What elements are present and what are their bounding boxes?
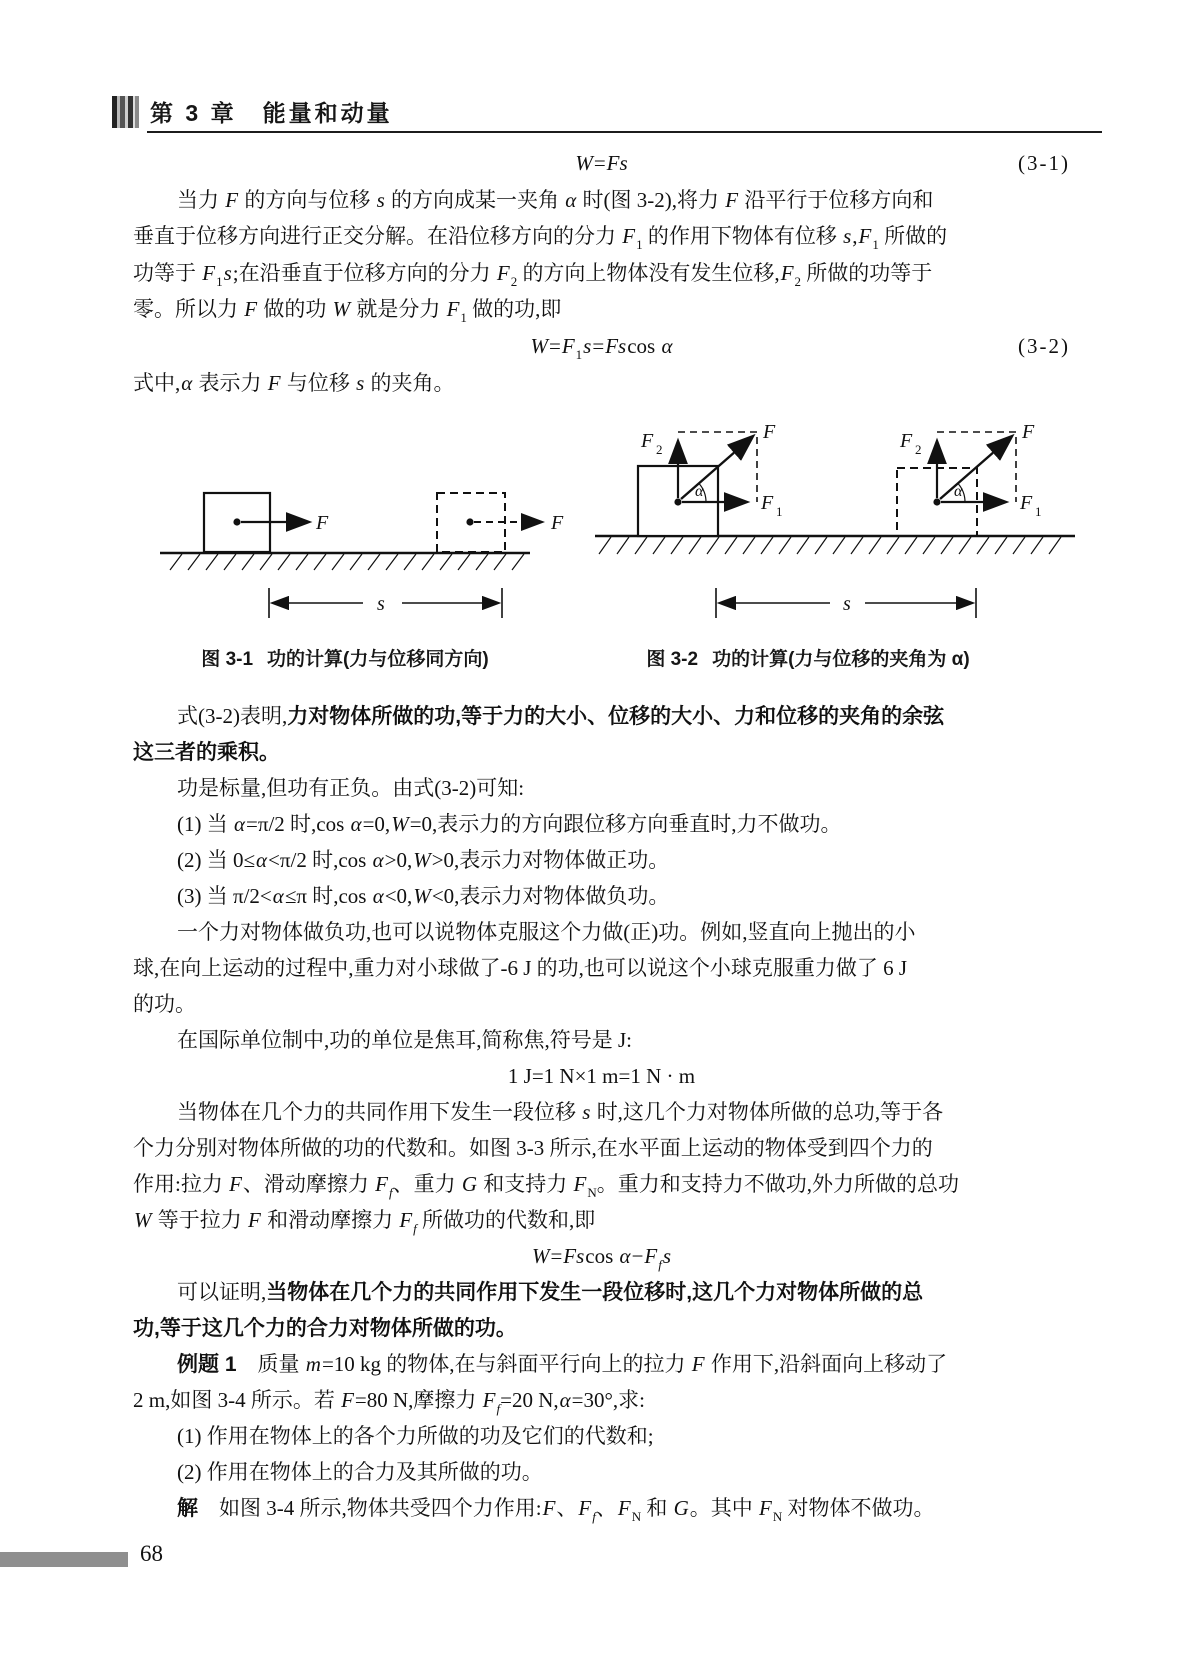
text-run: = [549, 333, 561, 358]
text-line [133, 914, 1070, 950]
text-run: <π/2 时,cos [268, 848, 372, 873]
text-line [133, 1454, 1070, 1490]
math-variable: f [496, 1401, 501, 1417]
text-run: 当物体在几个力的共同作用下发生一段位移 [177, 1100, 582, 1125]
math-variable: F [691, 1352, 705, 1377]
math-variable: s [223, 260, 232, 285]
text-run: 和 [641, 1496, 673, 1521]
math-variable: Fs [606, 151, 628, 175]
text-run: (1) 当 [177, 812, 233, 837]
text-run: 对物体不做功。 [782, 1496, 935, 1521]
math-variable: f [413, 1221, 417, 1237]
emphasis-text: 当物体在几个力的共同作用下发生一段位移时,这几个力对物体所做的总 [266, 1281, 924, 1305]
math-variable: s [583, 333, 592, 358]
text-run: (2) 作用在物体上的合力及其所做的功。 [177, 1460, 543, 1485]
content-top [133, 145, 1070, 401]
force-F1-label: F [761, 492, 774, 515]
math-variable: F [225, 187, 239, 212]
text-run: (2) 当 0≤ [177, 848, 256, 873]
text-run: =20 N, [500, 1388, 559, 1413]
text-run: 2 [510, 273, 518, 289]
text-run: 一个力对物体做负功,也可以说物体克服这个力做(正)功。例如,竖直向上抛出的小 [177, 920, 916, 945]
text-run: 式(3-2)表明, [177, 704, 288, 729]
text-run: 作用:拉力 [133, 1172, 229, 1197]
text-run: 可以证明, [177, 1280, 267, 1305]
formula-line [133, 328, 1070, 365]
math-variable: F [780, 260, 794, 285]
force-F1-label: F [1020, 492, 1033, 515]
text-run: 沿平行于位移方向和 [739, 187, 934, 212]
math-variable: f [592, 1509, 596, 1525]
math-variable: s [582, 1100, 591, 1125]
text-run: N [631, 1509, 642, 1525]
force-F1-subscript: 1 [776, 504, 783, 520]
ground-hatching [599, 537, 1061, 554]
text-run: = [550, 1244, 563, 1269]
text-run: 2 m,如图 3-4 所示。若 [133, 1388, 341, 1413]
text-run: 所做的 [878, 224, 948, 249]
math-variable: α [565, 187, 577, 212]
text-run: , [852, 224, 858, 249]
text-line [133, 1310, 1070, 1346]
text-run: (1) 作用在物体上的各个力所做的功及它们的代数和; [177, 1424, 654, 1449]
formula-line [133, 1058, 1070, 1094]
math-variable: F [229, 1172, 242, 1197]
text-run: 1 [872, 237, 879, 253]
text-run: N [587, 1185, 597, 1201]
text-run: =π/2 时,cos [246, 812, 350, 837]
text-run: ≤π 时,cos [284, 884, 372, 909]
text-run: 的方向上物体没有发生位移, [517, 260, 780, 285]
math-variable: α [372, 884, 384, 909]
math-variable: F [858, 224, 872, 249]
force-F2-label: F [641, 430, 654, 453]
text-run: 作用下,沿斜面向上移动了 [705, 1352, 948, 1377]
math-variable: m [305, 1352, 321, 1377]
figure-3-2-caption [588, 644, 1028, 671]
text-line [133, 1022, 1070, 1058]
force-F-label: F [316, 512, 329, 535]
math-variable: Fs [563, 1244, 585, 1269]
text-line [133, 842, 1070, 878]
text-run: = [593, 151, 606, 175]
figure-caption-text: 功的计算(力与位移同方向) [267, 649, 489, 671]
text-line [133, 770, 1070, 806]
text-line [133, 1130, 1070, 1166]
math-variable: F [244, 297, 258, 322]
text-run: cos [627, 333, 661, 358]
text-run: 垂直于位移方向进行正交分解。在沿位移方向的分力 [133, 224, 622, 249]
chapter-title: 第 3 章 能量和动量 [150, 100, 393, 126]
text-line [133, 734, 1070, 770]
text-run: 。重力和支持力不做功,外力所做的总功 [596, 1172, 960, 1197]
text-line [133, 698, 1070, 734]
text-run: 、滑动摩擦力 [242, 1172, 375, 1197]
math-variable: F [542, 1496, 556, 1521]
text-run: 的功。 [133, 992, 196, 1017]
angle-alpha-label: α [695, 483, 704, 501]
math-variable: α [619, 1244, 631, 1269]
math-variable: F [617, 1496, 631, 1521]
force-F2-subscript: 2 [656, 442, 663, 458]
math-variable: F [644, 1244, 658, 1269]
force-F-label: F [763, 421, 776, 444]
math-variable: F [399, 1208, 413, 1233]
text-line [133, 1490, 1070, 1526]
math-variable: F [573, 1172, 587, 1197]
figure-caption-label: 图 3-1 [201, 649, 254, 671]
text-run: <0, [384, 884, 413, 909]
math-variable: F [725, 187, 739, 212]
text-run: =0, [362, 812, 391, 837]
figure-caption-text: 功的计算(力与位移的夹角为 α) [712, 649, 970, 671]
math-variable: W [575, 151, 593, 175]
text-run: 个力分别对物体所做的功的代数和。如图 3-3 所示,在水平面上运动的物体受到四个力的 [133, 1136, 933, 1161]
text-run: 当力 [177, 187, 225, 212]
text-run: 、 [556, 1496, 578, 1521]
text-run: =30°,求: [571, 1388, 645, 1413]
math-variable: Fs [605, 333, 627, 358]
text-run: 的作用下物体有位移 [642, 224, 843, 249]
text-line [133, 182, 1070, 219]
equation-number: (3-1) [1018, 151, 1070, 175]
text-line [133, 878, 1070, 914]
text-run: <0,表示力对物体做负功。 [431, 884, 670, 909]
text-line [133, 291, 1070, 328]
math-variable: α [256, 848, 268, 873]
text-run: − [631, 1244, 644, 1269]
text-run: 就是分力 [351, 297, 446, 322]
text-line [133, 806, 1070, 842]
figure-3-1-caption [145, 644, 545, 671]
math-variable: F [622, 224, 636, 249]
text-run: 表示力 [193, 370, 267, 395]
header-rule [147, 131, 1102, 133]
text-run: N [772, 1509, 783, 1525]
math-variable: α [234, 812, 246, 837]
text-line [133, 1166, 1070, 1202]
math-variable: W [413, 884, 431, 909]
text-line [133, 1274, 1070, 1310]
text-run: 功是标量,但功有正负。由式(3-2)可知: [177, 776, 525, 801]
text-run: 和支持力 [478, 1172, 573, 1197]
math-variable: α [559, 1388, 571, 1413]
math-variable: F [759, 1496, 772, 1521]
math-variable: f [658, 1257, 662, 1273]
emphasis-text: 解 [177, 1497, 198, 1521]
displacement-s-label: s [377, 593, 385, 616]
text-run: 2 [794, 273, 802, 289]
math-variable: α [661, 333, 673, 358]
text-run: cos [585, 1244, 619, 1269]
text-run: 的方向成某一夹角 [385, 187, 565, 212]
text-run: 功等于 [133, 260, 202, 285]
text-run: 。其中 [689, 1496, 758, 1521]
math-variable: F [482, 1388, 496, 1413]
force-F-label: F [1022, 421, 1035, 444]
figure-caption-label: 图 3-2 [646, 649, 699, 671]
text-run: 式中, [133, 370, 181, 395]
force-F1-subscript: 1 [1035, 504, 1042, 520]
text-run: = [592, 333, 605, 358]
text-run: 做的功,即 [466, 297, 562, 322]
force-application-dot [674, 499, 681, 506]
emphasis-text: 例题 1 [177, 1353, 237, 1377]
text-run: 1 J=1 N×1 m=1 N · m [507, 1064, 696, 1089]
text-line [133, 950, 1070, 986]
math-variable: F [446, 297, 460, 322]
text-run: 1 [460, 310, 467, 326]
text-line [133, 1094, 1070, 1130]
footer-bar [0, 1552, 128, 1567]
text-run: 在国际单位制中,功的单位是焦耳,简称焦,符号是 J: [177, 1028, 633, 1053]
text-run: 、 [595, 1496, 617, 1521]
text-line [133, 1382, 1070, 1418]
math-variable: s [356, 370, 365, 395]
math-variable: W [332, 297, 351, 322]
emphasis-text: 力对物体所做的功,等于力的大小、位移的大小、力和位移的夹角的余弦 [287, 705, 945, 729]
math-variable: F [202, 260, 216, 285]
text-line [133, 1418, 1070, 1454]
math-variable: s [843, 224, 852, 249]
text-line [133, 1202, 1070, 1238]
text-line [133, 365, 1070, 402]
math-variable: G [673, 1496, 689, 1521]
text-run: 的夹角。 [365, 370, 455, 395]
math-variable: W [391, 812, 409, 837]
figures-row [133, 401, 1070, 698]
emphasis-text: 功,等于这几个力的合力对物体所做的功。 [133, 1317, 517, 1341]
math-variable: W [531, 1244, 550, 1269]
text-run: ;在沿垂直于位移方向的分力 [232, 260, 496, 285]
text-run: 与位移 [281, 370, 356, 395]
math-variable: F [578, 1496, 592, 1521]
angle-alpha-label: α [954, 483, 963, 501]
text-run: 做的功 [258, 297, 332, 322]
force-F-label: F [551, 512, 564, 535]
text-run: =80 N,摩擦力 [354, 1388, 482, 1413]
text-line [133, 218, 1070, 255]
force-F2-label: F [900, 430, 913, 453]
text-run: 1 [575, 346, 583, 362]
formula-line [133, 1238, 1070, 1274]
equation-number: (3-2) [1018, 333, 1070, 358]
math-variable: F [267, 370, 281, 395]
text-run: 等于拉力 [152, 1208, 247, 1233]
figure-3-2 [575, 420, 1080, 630]
math-variable: α [181, 370, 193, 395]
math-variable: F [561, 333, 575, 358]
text-run: 如图 3-4 所示,物体共受四个力作用: [198, 1496, 542, 1521]
force-F2-subscript: 2 [915, 442, 922, 458]
text-run: >0, [384, 848, 413, 873]
text-run: 所做功的代数和,即 [416, 1208, 596, 1233]
text-run: =10 kg 的物体,在与斜面平行向上的拉力 [321, 1352, 691, 1377]
force-application-dot [466, 519, 473, 526]
text-line [133, 1346, 1070, 1382]
text-run: 1 [636, 237, 643, 253]
math-variable: f [389, 1185, 393, 1201]
math-variable: W [413, 848, 431, 873]
text-line [133, 255, 1070, 292]
math-variable: α [272, 884, 284, 909]
page-number: 68 [140, 1541, 163, 1566]
math-variable: W [134, 1208, 152, 1233]
force-application-dot [233, 519, 240, 526]
text-run: 、重力 [392, 1172, 461, 1197]
math-variable: s [376, 187, 385, 212]
chapter-stripe-icon [112, 96, 139, 128]
text-run: =0,表示力的方向跟位移方向垂直时,力不做功。 [409, 812, 842, 837]
text-run: >0,表示力对物体做正功。 [431, 848, 670, 873]
emphasis-text: 这三者的乘积。 [133, 741, 280, 765]
page-content [133, 145, 1070, 1526]
math-variable: F [496, 260, 510, 285]
text-run: 所做的功等于 [801, 260, 933, 285]
formula-line [133, 145, 1070, 182]
math-variable: s [662, 1244, 672, 1269]
content-bottom [133, 698, 1070, 1526]
text-run: 球,在向上运动的过程中,重力对小球做了-6 J 的功,也可以说这个小球克服重力做了 6 J [133, 956, 908, 981]
displacement-s-label: s [843, 593, 851, 616]
text-run: 1 [216, 273, 223, 289]
text-line [133, 986, 1070, 1022]
math-variable: α [350, 812, 362, 837]
text-run: 的方向与位移 [239, 187, 376, 212]
math-variable: W [530, 333, 548, 358]
text-run: 时,这几个力对物体所做的总功,等于各 [591, 1100, 944, 1125]
text-run: 时(图 3-2),将力 [577, 187, 725, 212]
math-variable: F [341, 1388, 354, 1413]
math-variable: G [461, 1172, 478, 1197]
text-run: 和滑动摩擦力 [261, 1208, 399, 1233]
ground-hatching [170, 554, 524, 570]
math-variable: F [248, 1208, 261, 1233]
math-variable: α [372, 848, 384, 873]
force-application-dot [933, 499, 940, 506]
text-run: 质量 [236, 1352, 305, 1377]
text-run: 零。所以力 [133, 297, 244, 322]
math-variable: F [375, 1172, 388, 1197]
text-run: (3) 当 π/2< [177, 884, 272, 909]
figure-3-1 [160, 420, 580, 630]
